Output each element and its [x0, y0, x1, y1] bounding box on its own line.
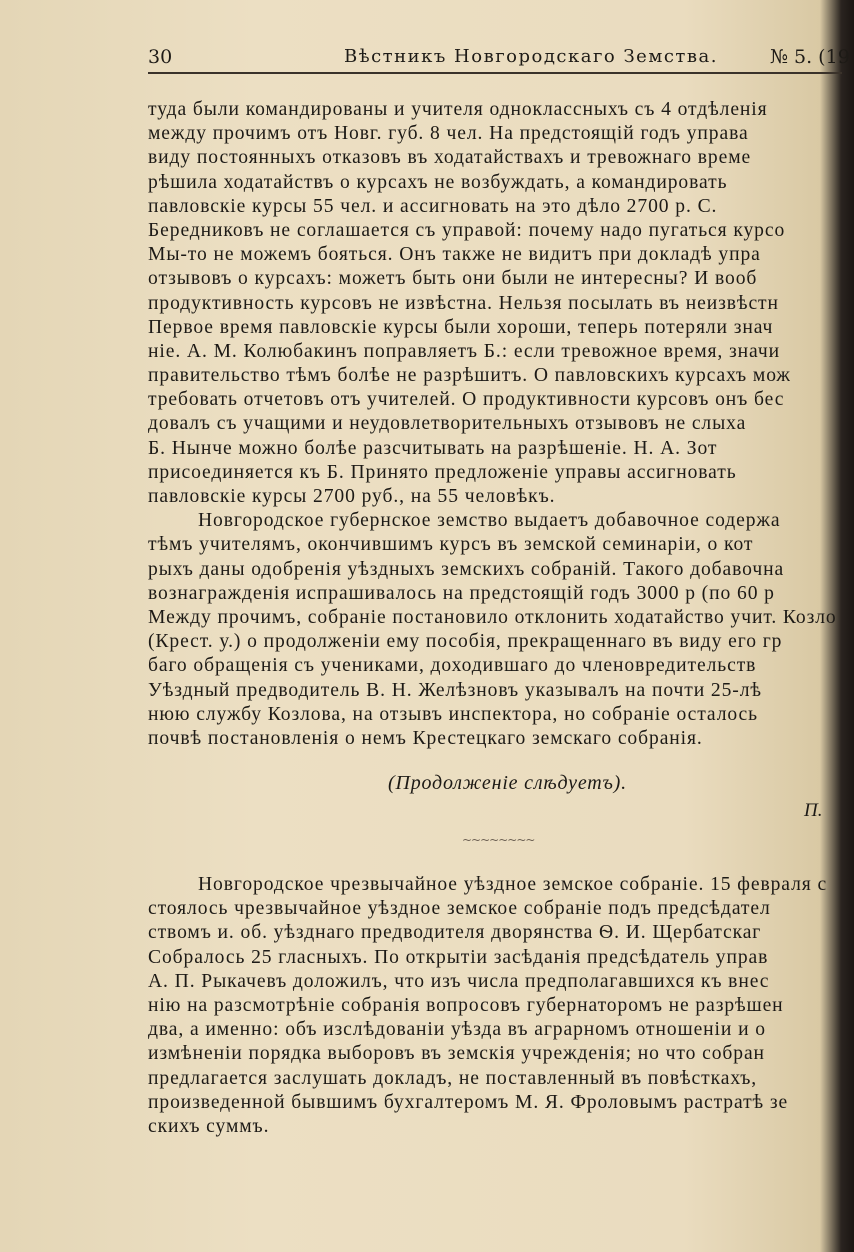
text-line: требовать отчетовъ отъ учителей. О продуктивности курсовъ онъ бес	[148, 389, 785, 411]
text-line: рыхъ даны одобренія уѣздныхъ земскихъ собраній. Такого добавочна	[148, 558, 785, 580]
text-line: правительство тѣмъ болѣе не разрѣшитъ. О павловскихъ курсахъ мож	[148, 365, 791, 387]
text-line: произведенной бывшимъ бухгалтеромъ М. Я. Фроловымъ растратѣ зе	[148, 1091, 789, 1113]
text-line: вознагражденія испрашивалось на предстоящій годъ 3000 р (по 60 р	[148, 582, 775, 604]
text-line: между прочимъ отъ Новг. губ. 8 чел. На предстоящій годъ управа	[148, 123, 749, 145]
text-line: почвѣ постановленія о немъ Крестецкаго земскаго собранія.	[148, 727, 703, 749]
text-line: продуктивность курсовъ не извѣстна. Нельзя посылать въ неизвѣстн	[148, 292, 779, 314]
page-number: 30	[148, 46, 173, 68]
news-text	[148, 873, 854, 1139]
author-signature: П.	[804, 800, 823, 821]
issue-number: № 5. (19	[770, 46, 850, 68]
text-line: Мы-то не можемъ бояться. Онъ также не видитъ при докладѣ упра	[148, 244, 761, 266]
text-line: рѣшила ходатайствъ о курсахъ не возбуждать, а командировать	[148, 171, 728, 193]
text-line: Новгородское чрезвычайное уѣздное земское собраніе. 15 февраля с	[198, 874, 828, 895]
text-line: тѣмъ учителямъ, окончившимъ курсъ въ земской семинаріи, о кот	[148, 534, 754, 556]
text-line: нію на разсмотрѣніе собранія вопросовъ губернаторомъ не разрѣшен	[148, 994, 784, 1016]
text-line: Б. Нынче можно болѣе разсчитывать на разрѣшеніе. Н. А. Зот	[148, 437, 718, 459]
page-header	[148, 44, 848, 70]
text-line: присоединяется къ Б. Принято предложеніе управы ассигновать	[148, 461, 737, 483]
text-line: нюю службу Козлова, на отзывъ инспектора, но собраніе осталось	[148, 703, 758, 725]
header-rule	[148, 72, 842, 74]
text-line: скихъ суммъ.	[148, 1115, 270, 1137]
to-be-continued: (Продолженіе слѣдуетъ).	[388, 772, 627, 794]
text-line: Уѣздный предводитель В. Н. Желѣзновъ указывалъ на почти 25-лѣ	[148, 679, 762, 701]
journal-title: Вѣстникъ Новгородскаго Земства.	[344, 46, 718, 67]
text-line: отзывовъ о курсахъ: можетъ быть они были не интересны? И вооб	[148, 268, 758, 290]
text-line: Бередниковъ не соглашается съ управой: почему надо пугаться курсо	[148, 219, 786, 241]
text-line: ствомъ и. об. уѣзднаго предводителя дворянства Ѳ. И. Щербатскаг	[148, 922, 762, 944]
text-line: предлагается заслушать докладъ, не поставленный въ повѣсткахъ,	[148, 1067, 758, 1089]
text-line: баго обращенія съ учениками, доходившаго до членовредительств	[148, 655, 757, 677]
text-line: измѣненіи порядка выборовъ въ земскія учрежденія; но что собран	[148, 1043, 765, 1065]
text-line: два, а именно: объ изслѣдованіи уѣзда въ аграрномъ отношеніи и о	[148, 1019, 766, 1041]
text-line: Новгородское губернское земство выдаетъ добавочное содержа	[198, 510, 781, 532]
text-line: Первое время павловскіе курсы были хороши, теперь потеряли знач	[148, 316, 774, 338]
text-line: (Крест. у.) о продолженіи ему пособія, прекращеннаго въ виду его гр	[148, 631, 783, 653]
text-line: туда были командированы и учителя одноклассныхъ съ 4 отдѣленія	[148, 99, 768, 120]
text-line: павловскіе курсы 55 чел. и ассигновать на это дѣло 2700 р. С.	[148, 195, 718, 217]
text-line: Собралось 25 гласныхъ. По открытіи засѣданія предсѣдатель управ	[148, 946, 769, 968]
text-line: А. П. Рыкачевъ доложилъ, что изъ числа предполагавшихся къ внес	[148, 970, 770, 992]
text-line: Между прочимъ, собраніе постановило отклонить ходатайство учит. Козло	[148, 606, 837, 628]
text-line: виду постоянныхъ отказовъ въ ходатайствахъ и тревожнаго време	[148, 147, 752, 169]
text-line: павловскіе курсы 2700 руб., на 55 человѣкъ.	[148, 486, 556, 507]
text-line: стоялось чрезвычайное уѣздное земское собраніе подъ предсѣдател	[148, 898, 771, 920]
section-ornament: ~~~~~~~~	[462, 833, 535, 847]
text-line: ніе. А. М. Колюбакинъ поправляетъ Б.: если тревожное время, значи	[148, 340, 780, 362]
text-line: довалъ съ учащими и неудовлетворительныхъ отзывовъ не слыха	[148, 413, 747, 435]
article-text	[148, 98, 854, 751]
